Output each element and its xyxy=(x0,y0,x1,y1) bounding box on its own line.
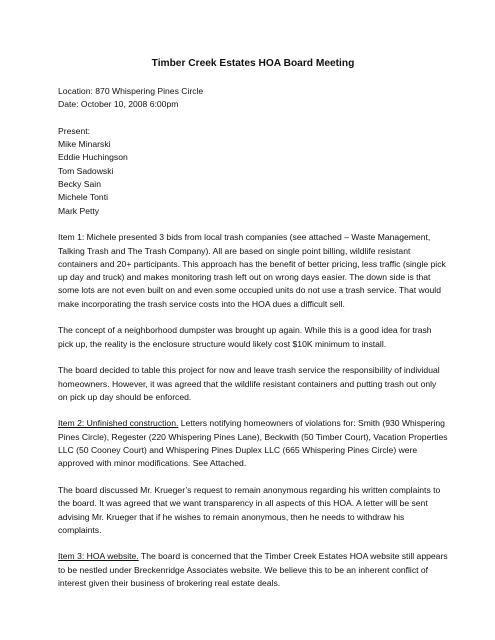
meeting-location: Location: 870 Whispering Pines Circle xyxy=(58,86,204,96)
meeting-date: Date: October 10, 2008 6:00pm xyxy=(58,99,179,110)
item-2-body: Letters notifying homeowners of violations for: Smith (930 Whispering Pines Circle), Regester (220 Whispering Pines Lane), Beckwith (50 Timber Court), Vacation Properties LLC (50 Cooney Court) and Whispering Pines Duplex LLC (665 Whispering Pines Circle) were approved with minor modifications. See Attached. xyxy=(58,418,448,469)
attendee: Mike Minarski xyxy=(58,139,111,150)
item-3-heading: Item 3: HOA website. xyxy=(58,551,139,562)
attendee: Mark Petty xyxy=(58,205,100,216)
attendee: Becky Sain xyxy=(58,179,101,190)
item-1-paragraph: Item 1: Michele presented 3 bids from local trash companies (see attached – Waste Management, Talking Trash and The Trash Company). All are based on single point billing, wildlife resistant containers and 20+ participants. This approach has the benefit of better pricing, less traffic (single pick up day and truck) and makes monitoring trash left out on wrong days easier. The down side is that some lots are not even built on and even some occupied units do not use a trash service. That would make incorporating the trash service costs into the HOA dues a difficult sell. xyxy=(58,232,446,309)
attendee: Eddie Huchingson xyxy=(58,152,128,163)
item-2-heading: Item 2: Unfinished construction. xyxy=(58,418,179,429)
item-3-body: The board is concerned that the Timber Creek Estates HOA website still appears to be nestled under Breckenridge Associates website. We believe this to be an inherent conflict of interest given their business of brokering real estate deals. xyxy=(58,551,448,588)
document-title: Timber Creek Estates HOA Board Meeting xyxy=(151,58,355,69)
table-decision-paragraph: The board decided to table this project for now and leave trash service the responsibility of individual homeowners. However, it was agreed that the wildlife resistant containers and putting trash out only on pick up day should be enforced. xyxy=(58,365,440,402)
item-2-paragraph xyxy=(58,417,448,470)
meeting-details xyxy=(58,85,448,112)
krueger-paragraph: The board discussed Mr. Krueger’s request to remain anonymous regarding his written complaints to the board. It was agreed that we want transparency in all aspects of this HOA. A letter will be sent advising Mr. Krueger that if he wishes to remain anonymous, then he needs to withdraw his complaints. xyxy=(58,484,441,535)
attendee: Michele Tonti xyxy=(58,192,108,203)
attendee: Tom Sadowski xyxy=(58,165,114,176)
attendee-list xyxy=(58,125,448,218)
present-label: Present: xyxy=(58,125,91,136)
document-body xyxy=(58,57,448,604)
item-3-paragraph xyxy=(58,550,448,590)
dumpster-paragraph: The concept of a neighborhood dumpster was brought up again. While this is a good idea for trash pick up, the reality is the enclosure structure would likely cost $10K minimum to install. xyxy=(58,325,432,349)
